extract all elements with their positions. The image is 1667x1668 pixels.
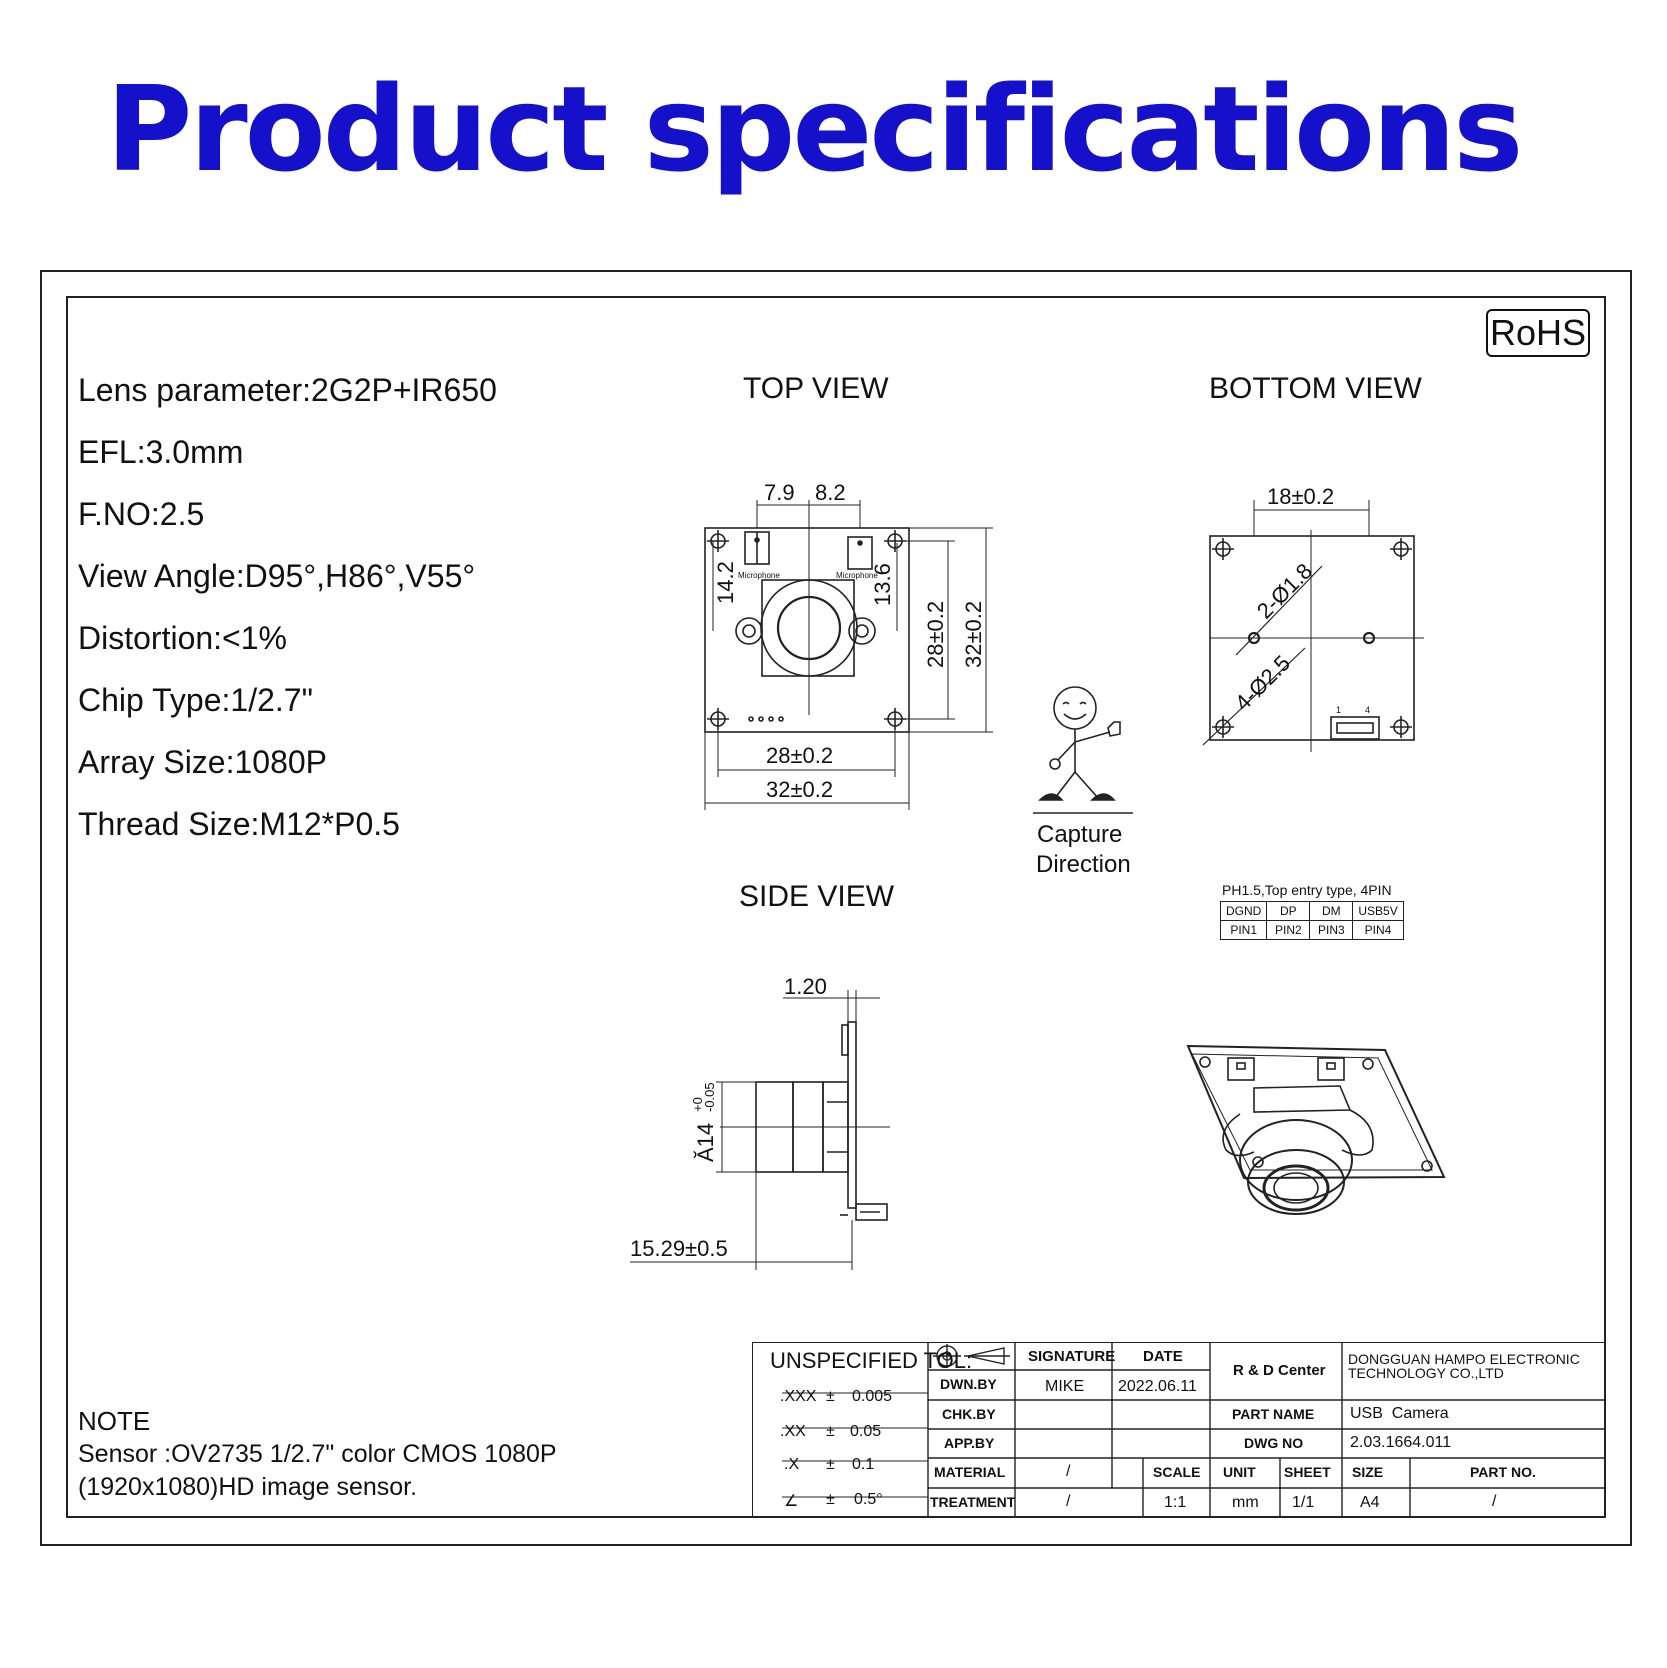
pin-signal: DP xyxy=(1267,902,1310,921)
spec-efl: EFL:3.0mm xyxy=(78,434,244,470)
dim-15-29: 15.29±0.5 xyxy=(630,1236,728,1261)
tol-pm: ± xyxy=(826,1491,835,1508)
pin-number: PIN2 xyxy=(1267,921,1310,940)
pin-signal: DGND xyxy=(1221,902,1267,921)
tol-pm: ± xyxy=(826,1456,835,1473)
tol-plus: +0 xyxy=(690,1097,705,1112)
dim-28-horizontal: 28±0.2 xyxy=(766,743,834,768)
tol-pm: ± xyxy=(826,1388,835,1405)
dwn-by-label: DWN.BY xyxy=(940,1376,997,1392)
unspecified-tol-label: UNSPECIFIED TOL: xyxy=(770,1348,973,1373)
connector-caption: PH1.5,Top entry type, 4PIN xyxy=(1222,882,1392,898)
spec-lens-parameter: Lens parameter:2G2P+IR650 xyxy=(78,372,497,408)
dim-32-vertical: 32±0.2 xyxy=(961,600,986,668)
note-line-2: (1920x1080)HD image sensor. xyxy=(78,1473,418,1501)
sheet-label: SHEET xyxy=(1284,1464,1331,1480)
size-label: SIZE xyxy=(1352,1464,1384,1480)
dwn-by-date: 2022.06.11 xyxy=(1118,1378,1197,1395)
material-value: / xyxy=(1066,1463,1071,1480)
app-by-label: APP.BY xyxy=(944,1435,995,1451)
unit-label: UNIT xyxy=(1223,1464,1256,1480)
size-value: A4 xyxy=(1360,1494,1380,1511)
dim-28-vertical: 28±0.2 xyxy=(923,600,948,668)
part-name-label: PART NAME xyxy=(1232,1406,1315,1422)
spec-array-size: Array Size:1080P xyxy=(78,744,328,780)
dim-18: 18±0.2 xyxy=(1267,484,1335,509)
hole-4-d2-5-label: 4-Ø2.5 xyxy=(1229,650,1296,716)
note-title: NOTE xyxy=(78,1406,151,1436)
material-label: MATERIAL xyxy=(934,1464,1006,1480)
microphone-label-right: Microphone xyxy=(836,571,878,580)
part-name-value: USB Camera xyxy=(1350,1405,1449,1422)
dim-1-20: 1.20 xyxy=(784,974,827,999)
pin-number: PIN1 xyxy=(1221,921,1267,940)
tol-label: .XXX xyxy=(780,1388,817,1405)
tol-label: .X xyxy=(784,1456,800,1473)
tol-value: 0.005 xyxy=(852,1388,893,1405)
dim-7-9: 7.9 xyxy=(764,480,795,505)
tol-value: 0.05 xyxy=(850,1423,882,1440)
part-no-value: / xyxy=(1492,1493,1497,1510)
company-name: DONGGUAN HAMPO ELECTRONIC TECHNOLOGY CO.,LTD xyxy=(1348,1351,1580,1381)
dim-8-2: 8.2 xyxy=(815,480,846,505)
signature-header: SIGNATURE xyxy=(1028,1348,1116,1365)
scale-label: SCALE xyxy=(1153,1464,1201,1480)
dim-14-2: 14.2 xyxy=(713,561,738,604)
capture-figure-head xyxy=(1054,687,1096,729)
connector-pin-table xyxy=(1220,901,1404,940)
hole-2-d1-8-label: 2-Ø1.8 xyxy=(1251,558,1318,624)
date-header: DATE xyxy=(1143,1348,1183,1365)
connector-pin1-label: 1 xyxy=(1336,705,1342,715)
rd-center-label: R & D Center xyxy=(1233,1362,1326,1379)
unit-value: mm xyxy=(1232,1494,1259,1511)
connector-pin4-label: 4 xyxy=(1365,705,1371,715)
top-view-title: TOP VIEW xyxy=(743,372,889,405)
isometric-camera-illustration xyxy=(1188,1046,1444,1214)
dwn-by-name: MIKE xyxy=(1045,1378,1085,1395)
spec-view-angle: View Angle:D95°,H86°,V55° xyxy=(78,558,476,594)
pin-number: PIN4 xyxy=(1353,921,1403,940)
dwg-no-label: DWG NO xyxy=(1244,1435,1304,1451)
scale-value: 1:1 xyxy=(1164,1494,1187,1511)
rohs-badge: RoHS xyxy=(1486,309,1590,357)
bottom-view-title: BOTTOM VIEW xyxy=(1209,372,1422,405)
tol-label: .XX xyxy=(780,1423,806,1440)
dwg-no-value: 2.03.1664.011 xyxy=(1350,1434,1452,1451)
spec-chip-type: Chip Type:1/2.7" xyxy=(78,682,313,718)
tol-value: 0.5° xyxy=(854,1491,883,1508)
tol-value: 0.1 xyxy=(852,1456,875,1473)
pin-signal: DM xyxy=(1310,902,1353,921)
note-line-1: Sensor :OV2735 1/2.7" color CMOS 1080P xyxy=(78,1440,557,1468)
spec-thread-size: Thread Size:M12*P0.5 xyxy=(78,806,400,842)
sheet-value: 1/1 xyxy=(1292,1494,1315,1511)
dim-diameter-14: Ă14 xyxy=(693,1122,718,1162)
side-view-title: SIDE VIEW xyxy=(739,880,895,913)
pin-number: PIN3 xyxy=(1310,921,1353,940)
treatment-label: TREATMENT xyxy=(930,1494,1016,1510)
pin-signal: USB5V xyxy=(1353,902,1403,921)
spec-fno: F.NO:2.5 xyxy=(78,496,205,532)
spec-distortion: Distortion:<1% xyxy=(78,620,287,656)
microphone-label-left: Microphone xyxy=(738,571,780,580)
dim-13-6: 13.6 xyxy=(870,563,895,606)
capture-label-line1: Capture xyxy=(1037,821,1123,848)
side-view-board xyxy=(848,1022,856,1208)
tol-minus: -0.05 xyxy=(702,1082,717,1112)
chk-by-label: CHK.BY xyxy=(942,1406,996,1422)
page-title: Product specifications xyxy=(106,60,1521,198)
treatment-value: / xyxy=(1066,1493,1071,1510)
part-no-label: PART NO. xyxy=(1470,1464,1536,1480)
tol-label: ∠ xyxy=(784,1493,799,1510)
capture-label-line2: Direction xyxy=(1036,851,1131,878)
dim-32-horizontal: 32±0.2 xyxy=(766,777,834,802)
tol-pm: ± xyxy=(826,1423,835,1440)
